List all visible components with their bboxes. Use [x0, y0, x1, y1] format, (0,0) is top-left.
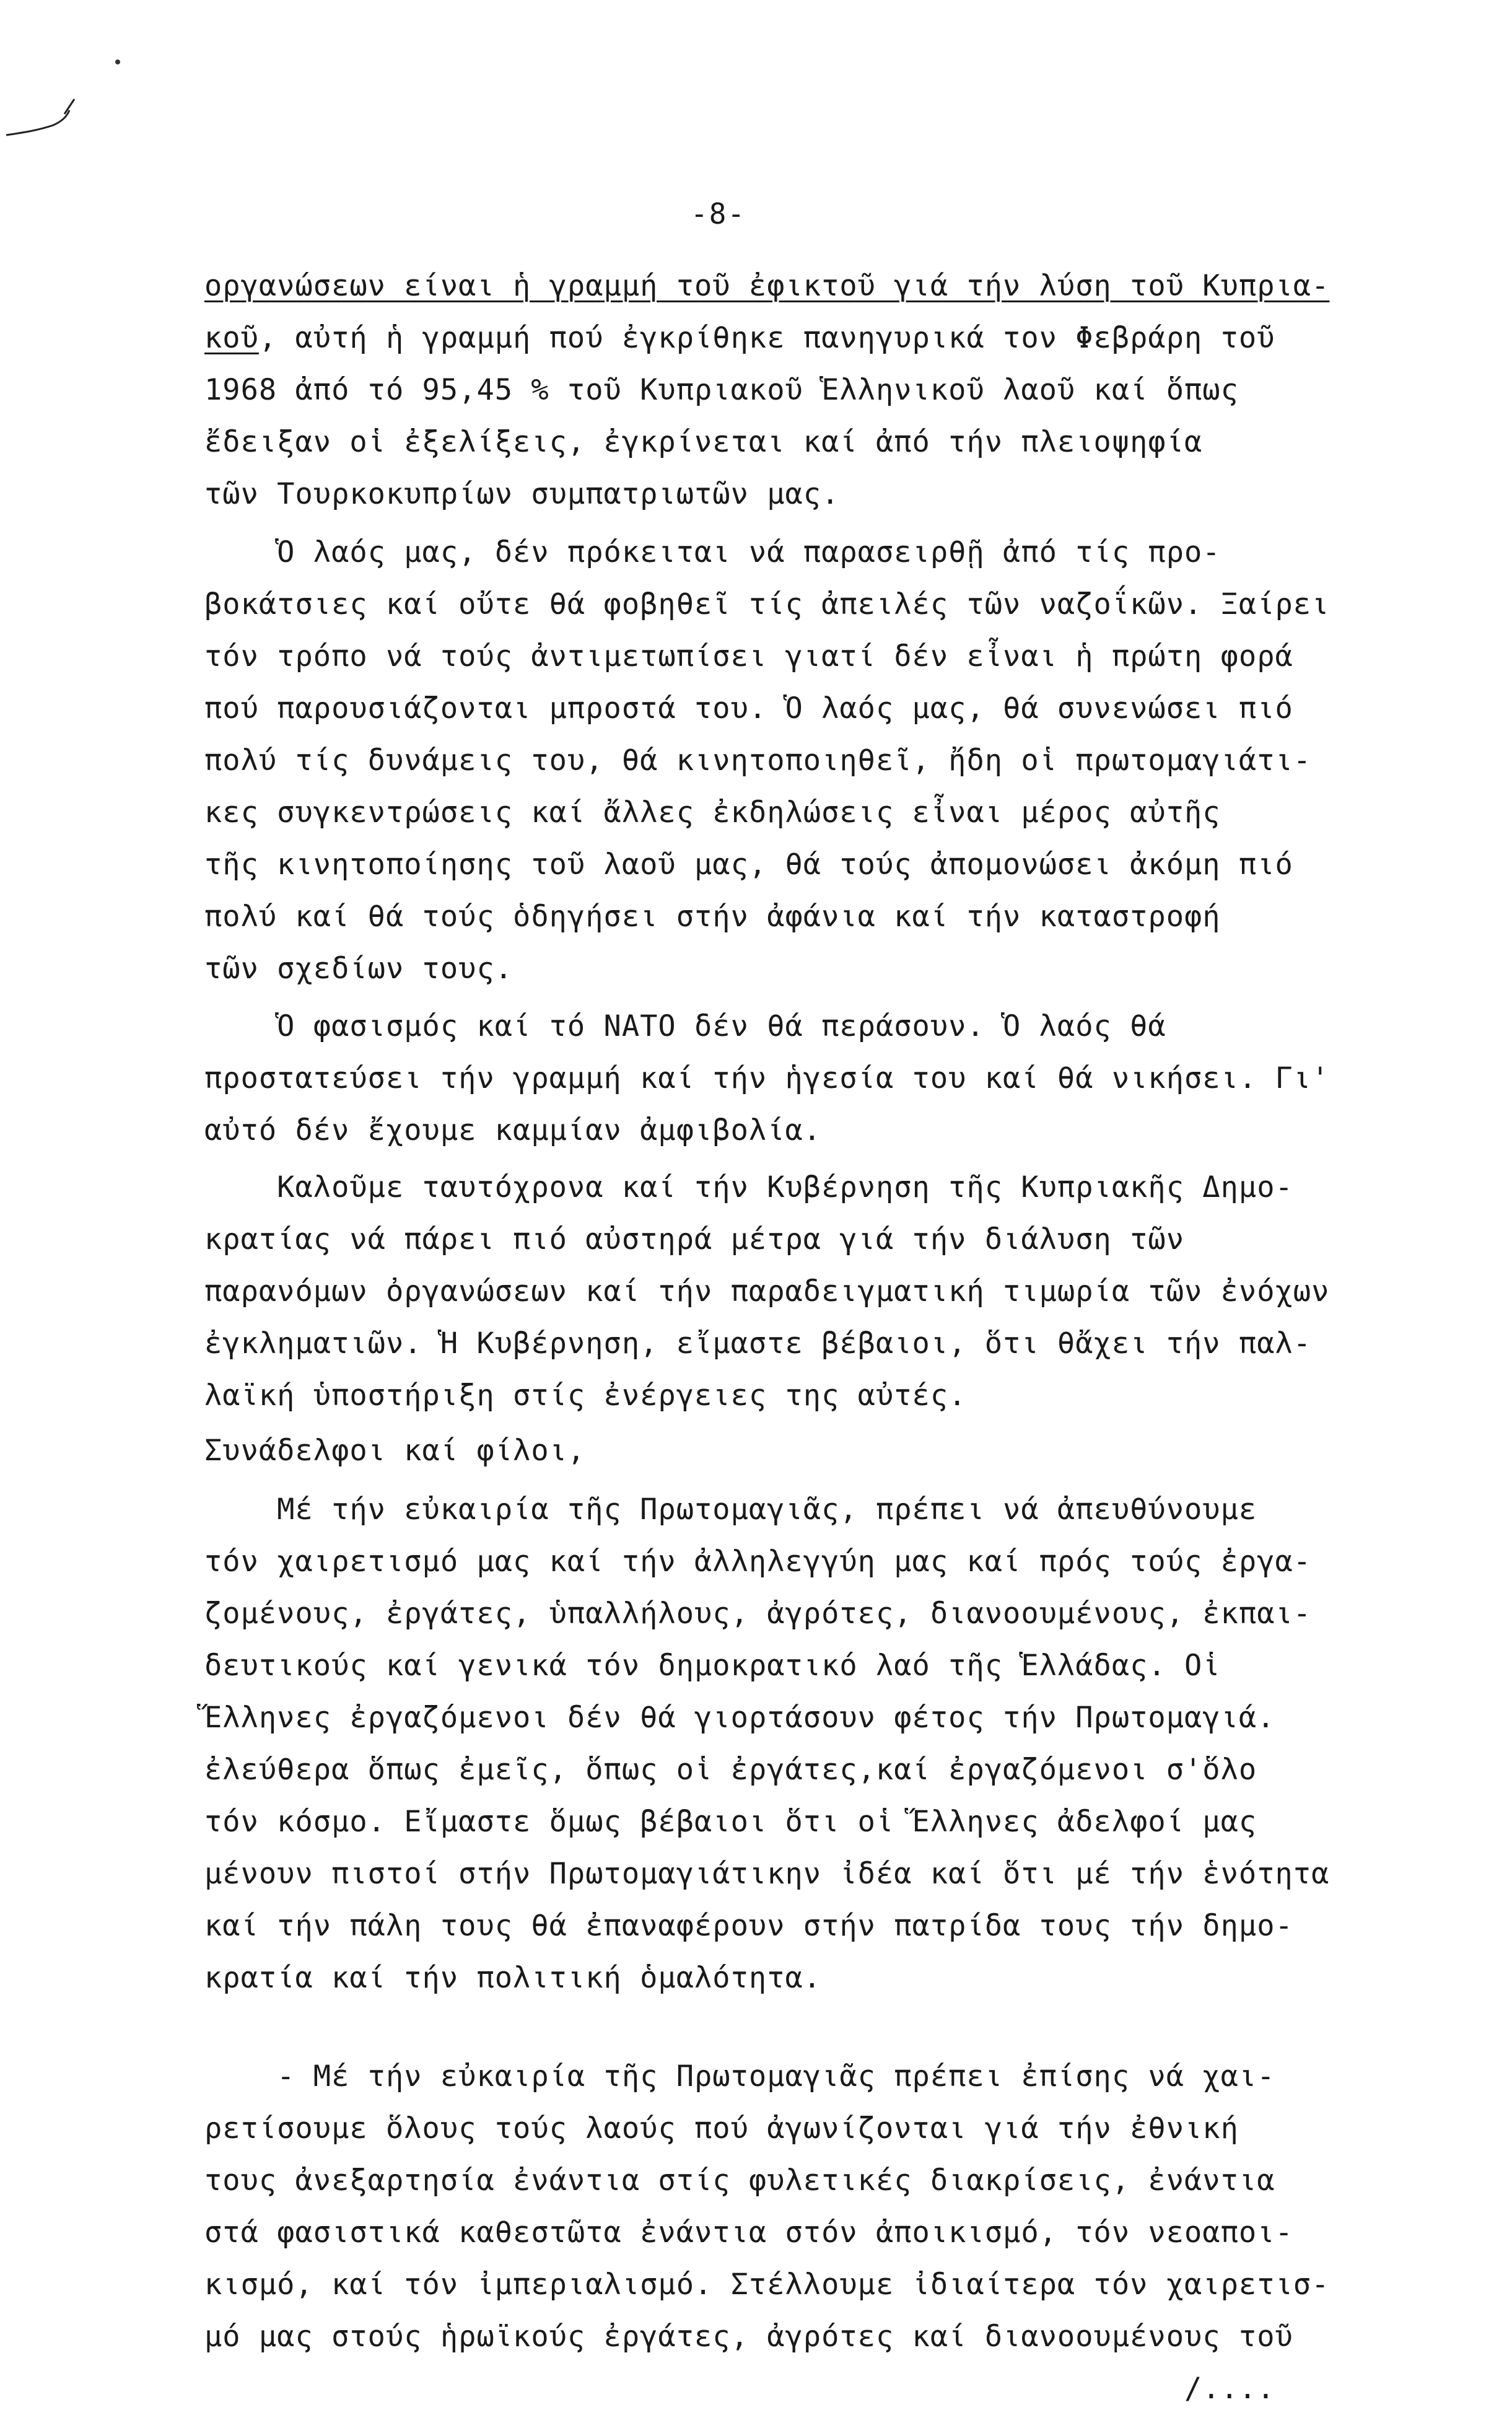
- text-line: τῶν Τουρκοκυπρίων συμπατριωτῶν μας.: [204, 477, 840, 511]
- text-line: οργανώσεων είναι ἡ γραμμή τοῦ ἐφικτοῦ γιά τήν λύση τοῦ Κυπρια-: [204, 269, 1330, 303]
- text-line: λαϊκή ὑποστήριξη στίς ἐνέργειες της αὐτές.: [204, 1378, 967, 1413]
- text-line: παρανόμων ὀργανώσεων καί τήν παραδειγματική τιμωρία τῶν ἐνόχων: [204, 1274, 1330, 1308]
- paragraph-6: [204, 1484, 1449, 2004]
- text-line: καί τήν πάλη τους θά ἐπαναφέρουν στήν πατρίδα τους τήν δημο-: [204, 1909, 1293, 1943]
- text-line: /....: [204, 2372, 1275, 2406]
- text-line: προστατεύσει τήν γραμμή καί τήν ἡγεσία του καί θά νικήσει. Γι': [204, 1061, 1330, 1095]
- paragraph-1: [204, 260, 1449, 520]
- text-line: ἔδειξαν οἱ ἐξελίξεις, ἐγκρίνεται καί ἀπό τήν πλειοψηφία: [204, 425, 1203, 459]
- text-line: τῶν σχεδίων τους.: [204, 952, 513, 986]
- text-line: ζομένους, ἐργάτες, ὑπαλλήλους, ἀγρότες, διανοουμένους, ἐκπαι-: [204, 1597, 1312, 1631]
- text-line: κες συγκεντρώσεις καί ἄλλες ἐκδηλώσεις εἶναι μέρος αὐτῆς: [204, 796, 1221, 830]
- text-line: - Μέ τήν εὐκαιρία τῆς Πρωτομαγιᾶς πρέπει ἐπίσης νά χαι-: [204, 2059, 1275, 2093]
- paragraph-4: [204, 1162, 1449, 1422]
- text-line: Συνάδελφοι καί φίλοι,: [204, 1434, 586, 1468]
- text-line: κισμό, καί τόν ἰμπεριαλισμό. Στέλλουμε ἰδιαίτερα τόν χαιρετισ-: [204, 2268, 1330, 2302]
- text-line: πολύ τίς δυνάμεις του, θά κινητοποιηθεῖ, ἤδη οἱ πρωτομαγιάτι-: [204, 743, 1312, 778]
- text-line: Μέ τήν εὐκαιρία τῆς Πρωτομαγιᾶς, πρέπει νά ἀπευθύνουμε: [204, 1492, 1257, 1527]
- text-line: Καλοῦμε ταυτόχρονα καί τήν Κυβέρνηση τῆς Κυπριακῆς Δημο-: [204, 1170, 1293, 1204]
- text-line: κρατία καί τήν πολιτική ὁμαλότητα.: [204, 1961, 822, 1995]
- text-line: στά φασιστικά καθεστῶτα ἐνάντια στόν ἀποικισμό, τόν νεοαποι-: [204, 2216, 1293, 2250]
- text-line: τόν τρόπο νά τούς ἀντιμετωπίσει γιατί δέν εἶναι ἡ πρώτη φορά: [204, 639, 1293, 673]
- text-line: πού παρουσιάζονται μπροστά του. Ὁ λαός μας, θά συνενώσει πιό: [204, 691, 1293, 725]
- text-line: Ὁ λαός μας, δέν πρόκειται νά παρασειρθῇ ἀπό τίς προ-: [204, 535, 1221, 569]
- paragraph-2: [204, 527, 1449, 995]
- text-line: ρετίσουμε ὅλους τούς λαούς πού ἀγωνίζονται γιά τήν ἐθνική: [204, 2111, 1239, 2145]
- text-line: τῆς κινητοποίησης τοῦ λαοῦ μας, θά τούς ἀπομονώσει ἀκόμη πιό: [204, 848, 1293, 882]
- text-line: Ὁ φασισμός καί τό ΝΑΤΟ δέν θά περάσουν. Ὁ λαός θά: [204, 1009, 1166, 1043]
- page-number: -8-: [691, 197, 746, 230]
- text-line: πολύ καί θά τούς ὁδηγήσει στήν ἀφάνια καί τήν καταστροφή: [204, 900, 1221, 934]
- text-line: τόν κόσμο. Εἴμαστε ὅμως βέβαιοι ὅτι οἱ Ἕλληνες ἀδελφοί μας: [204, 1805, 1257, 1839]
- pen-mark-icon: [5, 87, 79, 149]
- text-line: ἐλεύθερα ὅπως ἐμεῖς, ὅπως οἱ ἐργάτες,καί ἐργαζόμενοι σ'ὅλο: [204, 1753, 1257, 1787]
- text-line: μό μας στούς ἡρωϊκούς ἐργάτες, ἀγρότες καί διανοουμένους τοῦ: [204, 2320, 1293, 2354]
- text-line: Ἕλληνες ἐργαζόμενοι δέν θά γιορτάσουν φέτος τήν Πρωτομαγιά.: [204, 1701, 1275, 1735]
- text-line: κρατίας νά πάρει πιό αὐστηρά μέτρα γιά τήν διάλυση τῶν: [204, 1222, 1185, 1256]
- text-line: κοῦ, αὐτή ἡ γραμμή πού ἐγκρίθηκε πανηγυρικά τον Φεβράρη τοῦ: [204, 321, 1275, 355]
- speck: [115, 59, 120, 64]
- paragraph-7: [204, 2051, 1449, 2415]
- text-line: βοκάτσιες καί οὔτε θά φοβηθεῖ τίς ἀπειλές τῶν ναζοΐκῶν. Ξαίρει: [204, 587, 1330, 621]
- text-line: δευτικούς καί γενικά τόν δημοκρατικό λαό τῆς Ἑλλάδας. Οἱ: [204, 1649, 1221, 1683]
- text-line: 1968 ἀπό τό 95,45 % τοῦ Κυπριακοῦ Ἑλληνικοῦ λαοῦ καί ὅπως: [204, 373, 1239, 407]
- text-line: τόν χαιρετισμό μας καί τήν ἀλληλεγγύη μας καί πρός τούς ἐργα-: [204, 1545, 1312, 1579]
- text-line: αὐτό δέν ἔχουμε καμμίαν ἀμφιβολία.: [204, 1113, 822, 1147]
- paragraph-5: [204, 1425, 1449, 1477]
- text-line: μένουν πιστοί στήν Πρωτομαγιάτικην ἰδέα καί ὅτι μέ τήν ἑνότητα: [204, 1857, 1330, 1891]
- text-line: τους ἀνεξαρτησία ἐνάντια στίς φυλετικές διακρίσεις, ἐνάντια: [204, 2163, 1275, 2198]
- text-line: ἐγκληματιῶν. Ἡ Κυβέρνηση, εἴμαστε βέβαιοι, ὅτι θἄχει τήν παλ-: [204, 1326, 1312, 1361]
- paragraph-3: [204, 1001, 1449, 1157]
